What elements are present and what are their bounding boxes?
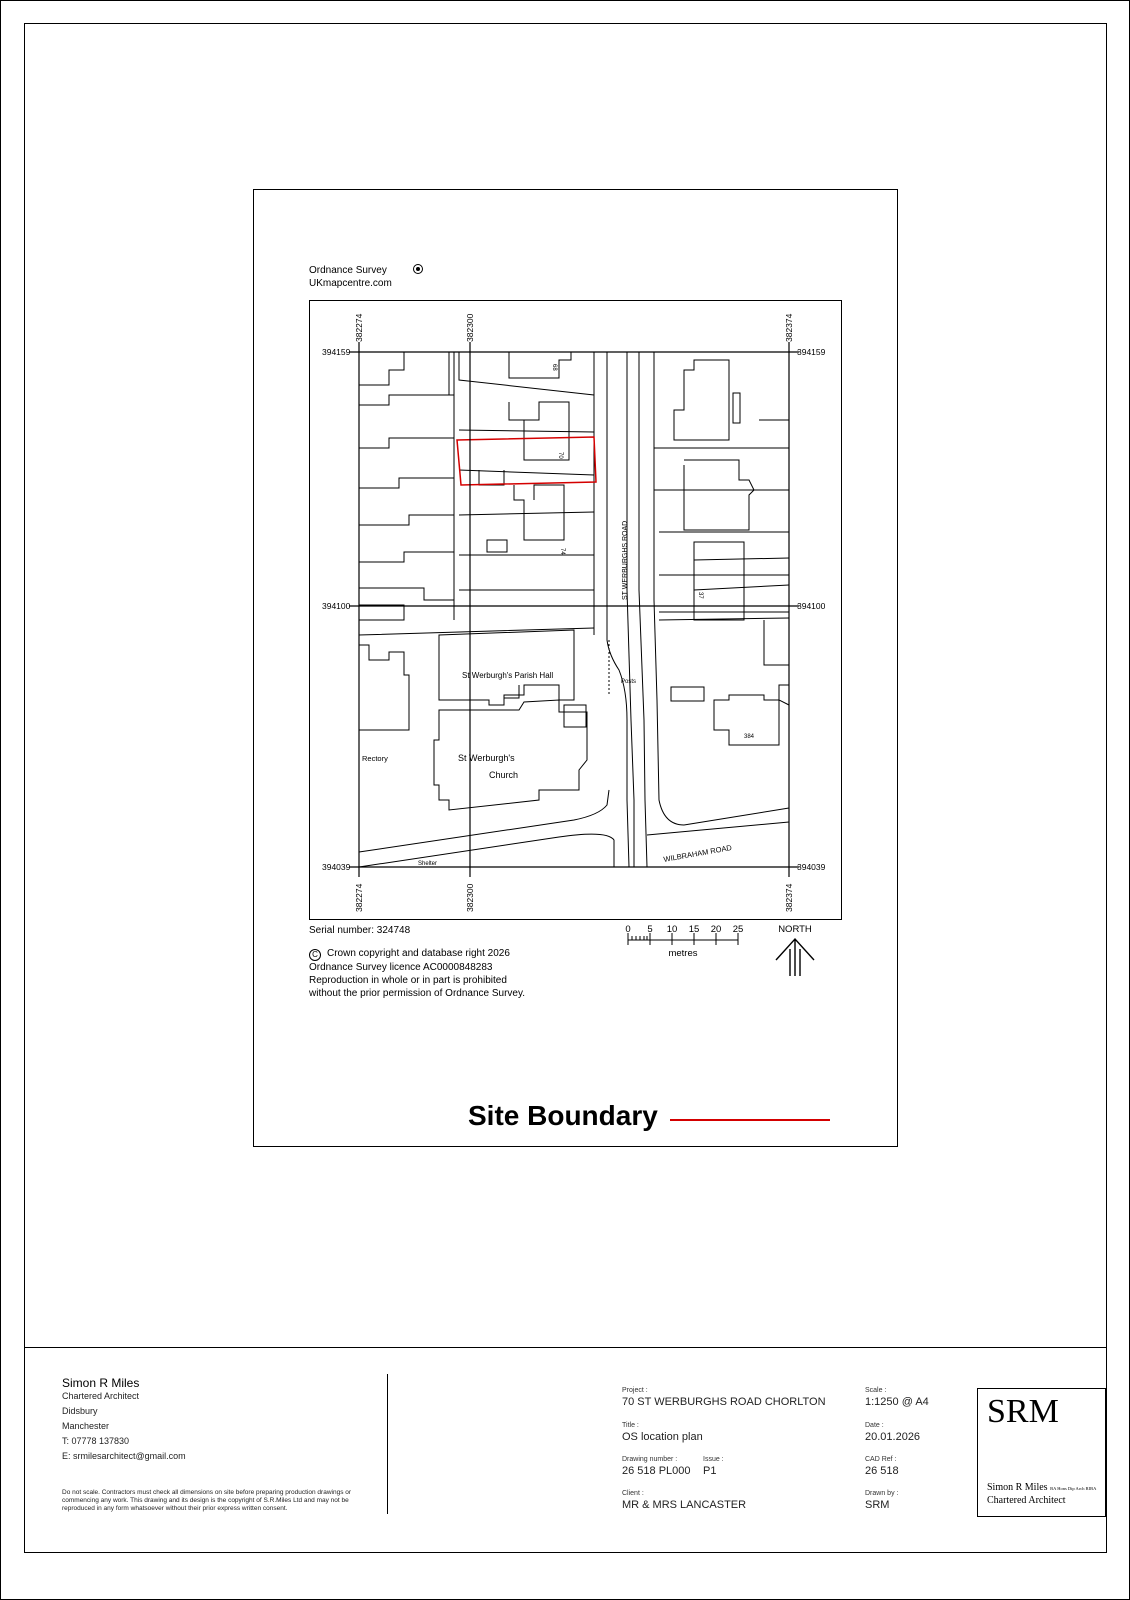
scale-tick-25: 25 [732, 924, 744, 935]
os-map [309, 300, 842, 920]
architect-address-1: Didsbury [62, 1406, 98, 1416]
grid-label-right-394100: 394100 [797, 601, 826, 611]
building-72 [479, 470, 504, 485]
scale-unit: metres [668, 948, 698, 959]
copyright-line-4: without the prior permission of Ordnance Survey. [309, 988, 526, 999]
label-house-74: 74 [559, 548, 565, 555]
grid-label-top-382274: 382274 [354, 313, 364, 342]
field-title [622, 1422, 703, 1443]
scale-bar [620, 924, 750, 966]
label-rectory: Rectory [362, 754, 388, 763]
srm-logo-role: Chartered Architect [987, 1495, 1066, 1506]
scale-value: 1:1250 @ A4 [865, 1396, 929, 1408]
field-date [865, 1422, 920, 1443]
field-project [622, 1387, 826, 1408]
architect-name: Simon R Miles [62, 1376, 140, 1390]
title-block-separator [387, 1374, 388, 1514]
grid-label-left-394100: 394100 [322, 601, 351, 611]
grid-label-left-394039: 394039 [322, 862, 351, 872]
drawing-number-value: 26 518 PL000 [622, 1465, 691, 1477]
copyright-line-3: Reproduction in whole or in part is prohibited [309, 975, 507, 986]
os-source: UKmapcentre.com [309, 278, 392, 289]
label-house-68: 68 [551, 364, 557, 371]
road-wilbraham-west-south [359, 834, 614, 867]
drawn-by-label: Drawn by : [865, 1490, 899, 1497]
date-value: 20.01.2026 [865, 1431, 921, 1443]
date-label: Date : [865, 1422, 884, 1429]
road-st-werburghs-west-edge [607, 352, 629, 867]
label-house-37: 37 [697, 592, 703, 599]
title-block-divider [24, 1347, 1106, 1348]
copyright-notice [309, 947, 525, 1000]
os-title: Ordnance Survey [309, 265, 387, 276]
building-rectory [359, 645, 409, 730]
field-issue [703, 1456, 724, 1477]
label-church-line1: St Werburgh's [458, 753, 515, 763]
site-boundary-legend-line [670, 1119, 830, 1121]
site-boundary-outline [457, 437, 596, 485]
site-boundary-legend-label: Site Boundary [468, 1100, 658, 1131]
road-wilbraham-west-north [359, 790, 609, 852]
copyright-line-1: Crown copyright and database right 2026 [327, 948, 510, 959]
architect-role: Chartered Architect [62, 1391, 140, 1401]
label-church-line2: Church [489, 770, 519, 780]
north-arrow-icon [776, 939, 814, 976]
road-st-werburghs-carriageway-east [639, 352, 647, 867]
field-drawing-number [622, 1456, 691, 1477]
scale-label: Scale : [865, 1387, 887, 1394]
scale-tick-15: 15 [688, 924, 700, 935]
building-parish-hall [439, 630, 574, 705]
ordnance-survey-header [309, 264, 392, 290]
building-68 [509, 352, 571, 378]
grid-label-right-394039: 394039 [797, 862, 826, 872]
road-wilbraham-north-edge [684, 808, 789, 825]
drawing-number-label: Drawing number : [622, 1456, 678, 1463]
label-parish-hall: St Werburgh's Parish Hall [462, 671, 554, 680]
scale-tick-20: 20 [710, 924, 722, 935]
cad-ref-label: CAD Ref : [865, 1456, 897, 1463]
grid-label-top-382374: 382374 [784, 313, 794, 342]
issue-label: Issue : [703, 1456, 724, 1463]
grid-label-right-394159: 394159 [797, 347, 826, 357]
title-label: Title : [622, 1422, 639, 1429]
client-value: MR & MRS LANCASTER [622, 1499, 747, 1511]
architect-email: E: srmilesarchitect@gmail.com [62, 1451, 186, 1461]
scale-tick-5: 5 [647, 924, 653, 935]
north-arrow [770, 922, 820, 977]
architect-details [62, 1376, 186, 1461]
architect-address-2: Manchester [62, 1421, 110, 1431]
project-label: Project : [622, 1387, 648, 1394]
copyright-icon: C [309, 949, 321, 961]
label-shelter: Shelter [418, 861, 438, 867]
copyright-line-2: Ordnance Survey licence AC0000848283 [309, 962, 493, 973]
srm-logo-name-text: Simon R Miles [987, 1482, 1048, 1493]
architect-phone: T: 07778 137830 [62, 1436, 130, 1446]
field-drawn-by [865, 1490, 898, 1511]
os-logo-icon [413, 264, 423, 274]
client-label: Client : [622, 1490, 644, 1497]
issue-value: P1 [703, 1465, 717, 1477]
building-east-1 [674, 360, 729, 440]
cad-ref-value: 26 518 [865, 1465, 899, 1477]
disclaimer: Do not scale. Contractors must check all dimensions on site before preparing production drawings or commencing any work. This drawing and its design is the copyright of S.R.Miles Ltd and may not be reproduced in any form whatsoever without their prior express written consent. [62, 1489, 352, 1512]
road-st-werburghs-carriageway-west [627, 352, 634, 867]
grid-label-bottom-382274: 382274 [354, 883, 364, 912]
scale-tick-0: 0 [625, 924, 631, 935]
road-st-werburghs-east-edge [654, 352, 684, 825]
srm-logo-mark: SRM [987, 1393, 1059, 1430]
north-label: NORTH [778, 924, 812, 935]
drawn-by-value: SRM [865, 1499, 890, 1511]
field-client [622, 1490, 746, 1511]
srm-logo-quals: BA Hons Dip Arch RIBA [1050, 1486, 1097, 1491]
grid-label-bottom-382374: 382374 [784, 883, 794, 912]
road-wilbraham-south-edge [647, 822, 789, 835]
field-cad-ref [865, 1456, 899, 1477]
building-37 [694, 542, 744, 620]
title-value: OS location plan [622, 1431, 703, 1443]
building-east-2 [684, 460, 754, 530]
field-scale [865, 1387, 929, 1408]
grid-label-top-382300: 382300 [465, 313, 475, 342]
label-st-werburghs-road: ST WERBURGHS ROAD [622, 520, 629, 600]
scale-tick-10: 10 [666, 924, 678, 935]
grid-label-left-394159: 394159 [322, 347, 351, 357]
label-wilbraham-road: WILBRAHAM ROAD [662, 843, 733, 864]
label-house-70: 70 [557, 452, 563, 459]
grid-label-bottom-382300: 382300 [465, 883, 475, 912]
label-house-384: 384 [744, 734, 755, 740]
serial-number: Serial number: 324748 [309, 925, 411, 936]
srm-logo-name [987, 1482, 1096, 1493]
project-value: 70 ST WERBURGHS ROAD CHORLTON [622, 1396, 826, 1408]
label-posts: Posts [621, 679, 637, 685]
